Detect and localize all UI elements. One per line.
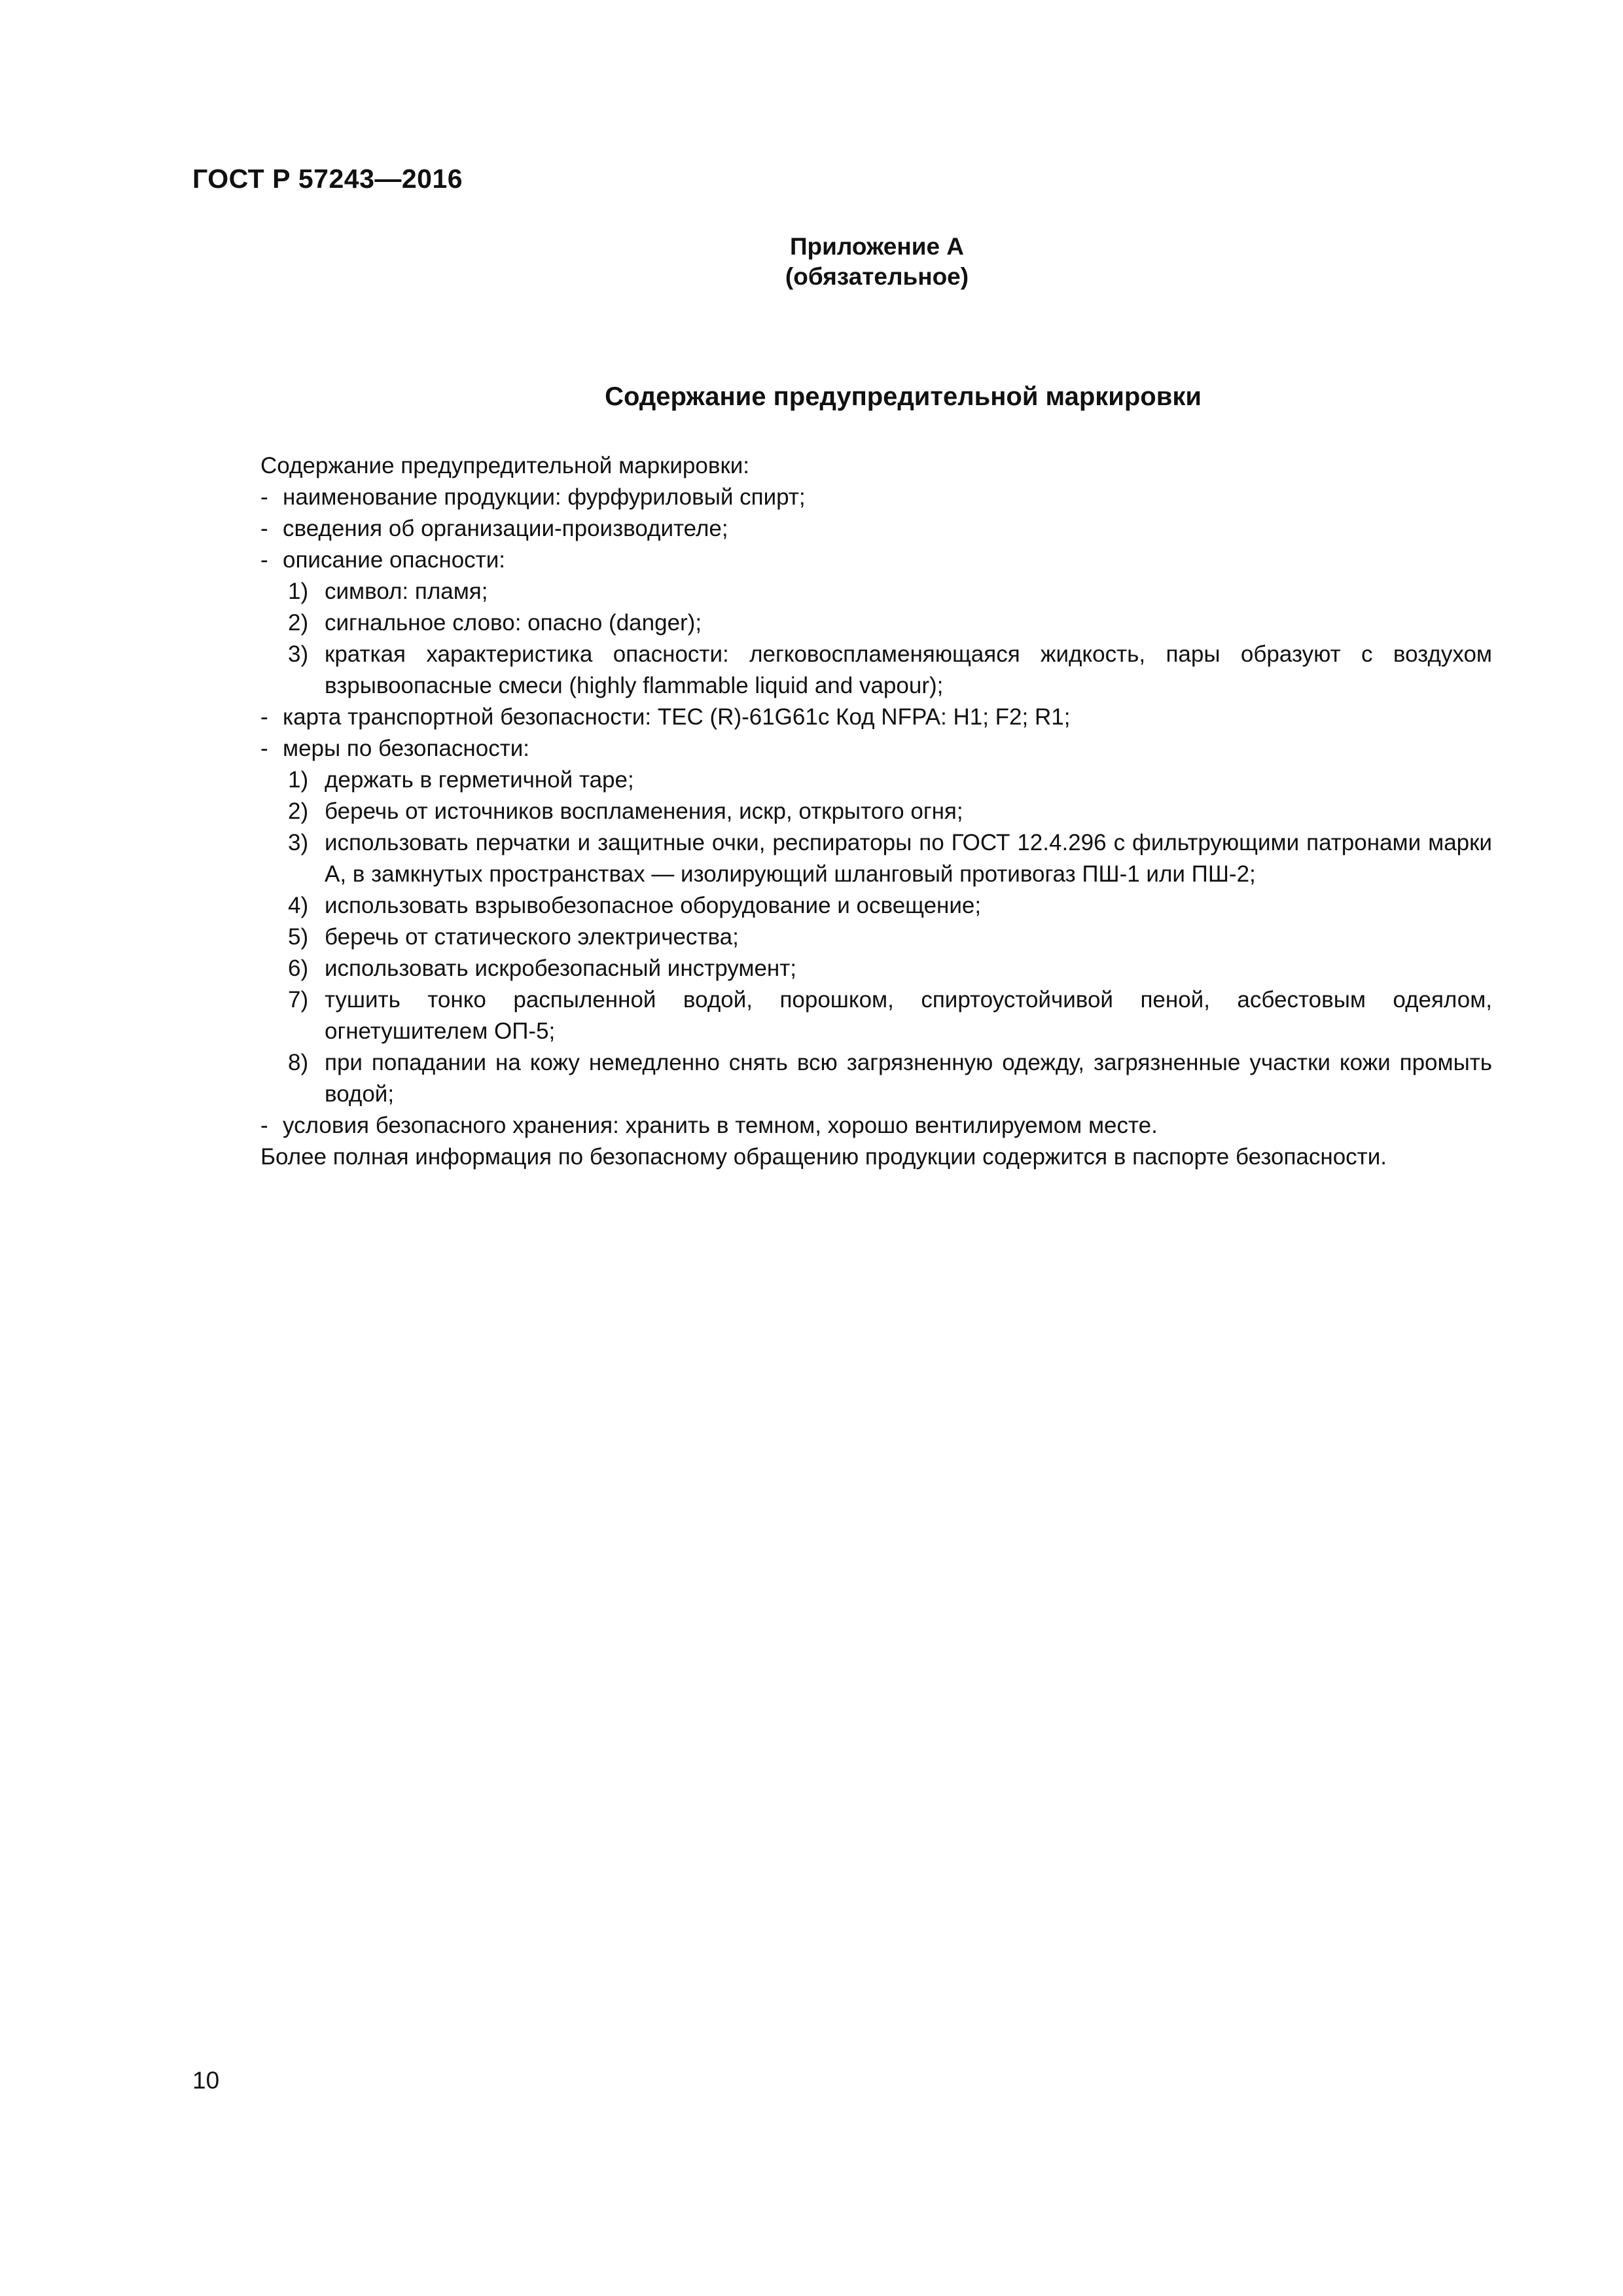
item-text: сигнальное слово: опасно (danger);: [325, 610, 702, 636]
item-number: 7): [288, 987, 309, 1013]
safety-item: [260, 922, 1492, 953]
item-number: 6): [288, 956, 309, 981]
page-number: 10: [192, 2067, 220, 2094]
safety-item: [260, 890, 1492, 922]
dash-marker: -: [260, 547, 268, 573]
safety-item: [260, 953, 1492, 984]
dash-marker: -: [260, 1113, 268, 1138]
item-text: использовать искробезопасный инструмент;: [325, 956, 797, 981]
item-text: тушить тонко распыленной водой, порошком, спиртоустойчивой пеной, асбестовым одеялом, огнетушителем ОП-5;: [325, 987, 1492, 1044]
hazard-description-text: описание опасности:: [283, 547, 505, 573]
manufacturer-text: сведения об организации-производителе;: [283, 516, 728, 541]
hazard-item: [260, 607, 1492, 639]
storage-text: условия безопасного хранения: хранить в темном, хорошо вентилируемом месте.: [283, 1113, 1158, 1138]
document-body: [260, 450, 1492, 1173]
safety-measures-text: меры по безопасности:: [283, 736, 530, 761]
hazard-item: [260, 576, 1492, 607]
closing-line: Более полная информация по безопасному обращению продукции содержится в паспорте безопасности.: [260, 1144, 1387, 1170]
item-text: краткая характеристика опасности: легковоспламеняющаяся жидкость, пары образуют с воздухом взрывоопасные смеси (highly flammable liquid and vapour);: [325, 641, 1492, 698]
safety-item: [260, 796, 1492, 827]
item-number: 3): [288, 641, 309, 667]
safety-item: [260, 984, 1492, 1047]
item-text: при попадании на кожу немедленно снять всю загрязненную одежду, загрязненные участки кожи промыть водой;: [325, 1050, 1492, 1107]
dash-marker: -: [260, 516, 268, 541]
list-item: [260, 513, 1492, 545]
safety-item: [260, 827, 1492, 890]
dash-marker: -: [260, 704, 268, 730]
item-text: использовать перчатки и защитные очки, респираторы по ГОСТ 12.4.296 с фильтрующими патронами марки А, в замкнутых пространствах — изолирующий шланговый противогаз ПШ-1 или ПШ-2;: [325, 830, 1492, 887]
item-number: 2): [288, 610, 309, 636]
appendix-title: Приложение А: [789, 233, 965, 260]
dash-marker: -: [260, 736, 268, 761]
intro-line: Содержание предупредительной маркировки:: [260, 453, 750, 478]
section-title: Содержание предупредительной маркировки: [605, 382, 1202, 411]
item-number: 1): [288, 767, 309, 793]
item-text: держать в герметичной таре;: [325, 767, 634, 793]
item-text: использовать взрывобезопасное оборудование и освещение;: [325, 893, 982, 918]
item-text: символ: пламя;: [325, 579, 488, 604]
item-number: 5): [288, 924, 309, 950]
list-item: [260, 733, 1492, 764]
item-text: беречь от источников воспламенения, искр, открытого огня;: [325, 798, 963, 824]
dash-marker: -: [260, 484, 268, 510]
transport-card-text: карта транспортной безопасности: ТЕС (R)-61G61c Код NFPA: H1; F2; R1;: [283, 704, 1071, 730]
item-number: 3): [288, 830, 309, 855]
list-item: [260, 702, 1492, 733]
item-text: беречь от статического электричества;: [325, 924, 739, 950]
item-number: 2): [288, 798, 309, 824]
list-item: [260, 1110, 1492, 1141]
item-number: 1): [288, 579, 309, 604]
safety-item: [260, 764, 1492, 796]
item-number: 4): [288, 893, 309, 918]
product-name-text: наименование продукции: фурфуриловый спирт;: [283, 484, 806, 510]
hazard-item: [260, 639, 1492, 702]
list-item: [260, 545, 1492, 576]
appendix-status: (обязательное): [785, 263, 969, 290]
safety-item: [260, 1047, 1492, 1110]
document-code: ГОСТ Р 57243—2016: [192, 164, 463, 194]
item-number: 8): [288, 1050, 309, 1075]
list-item: [260, 482, 1492, 513]
